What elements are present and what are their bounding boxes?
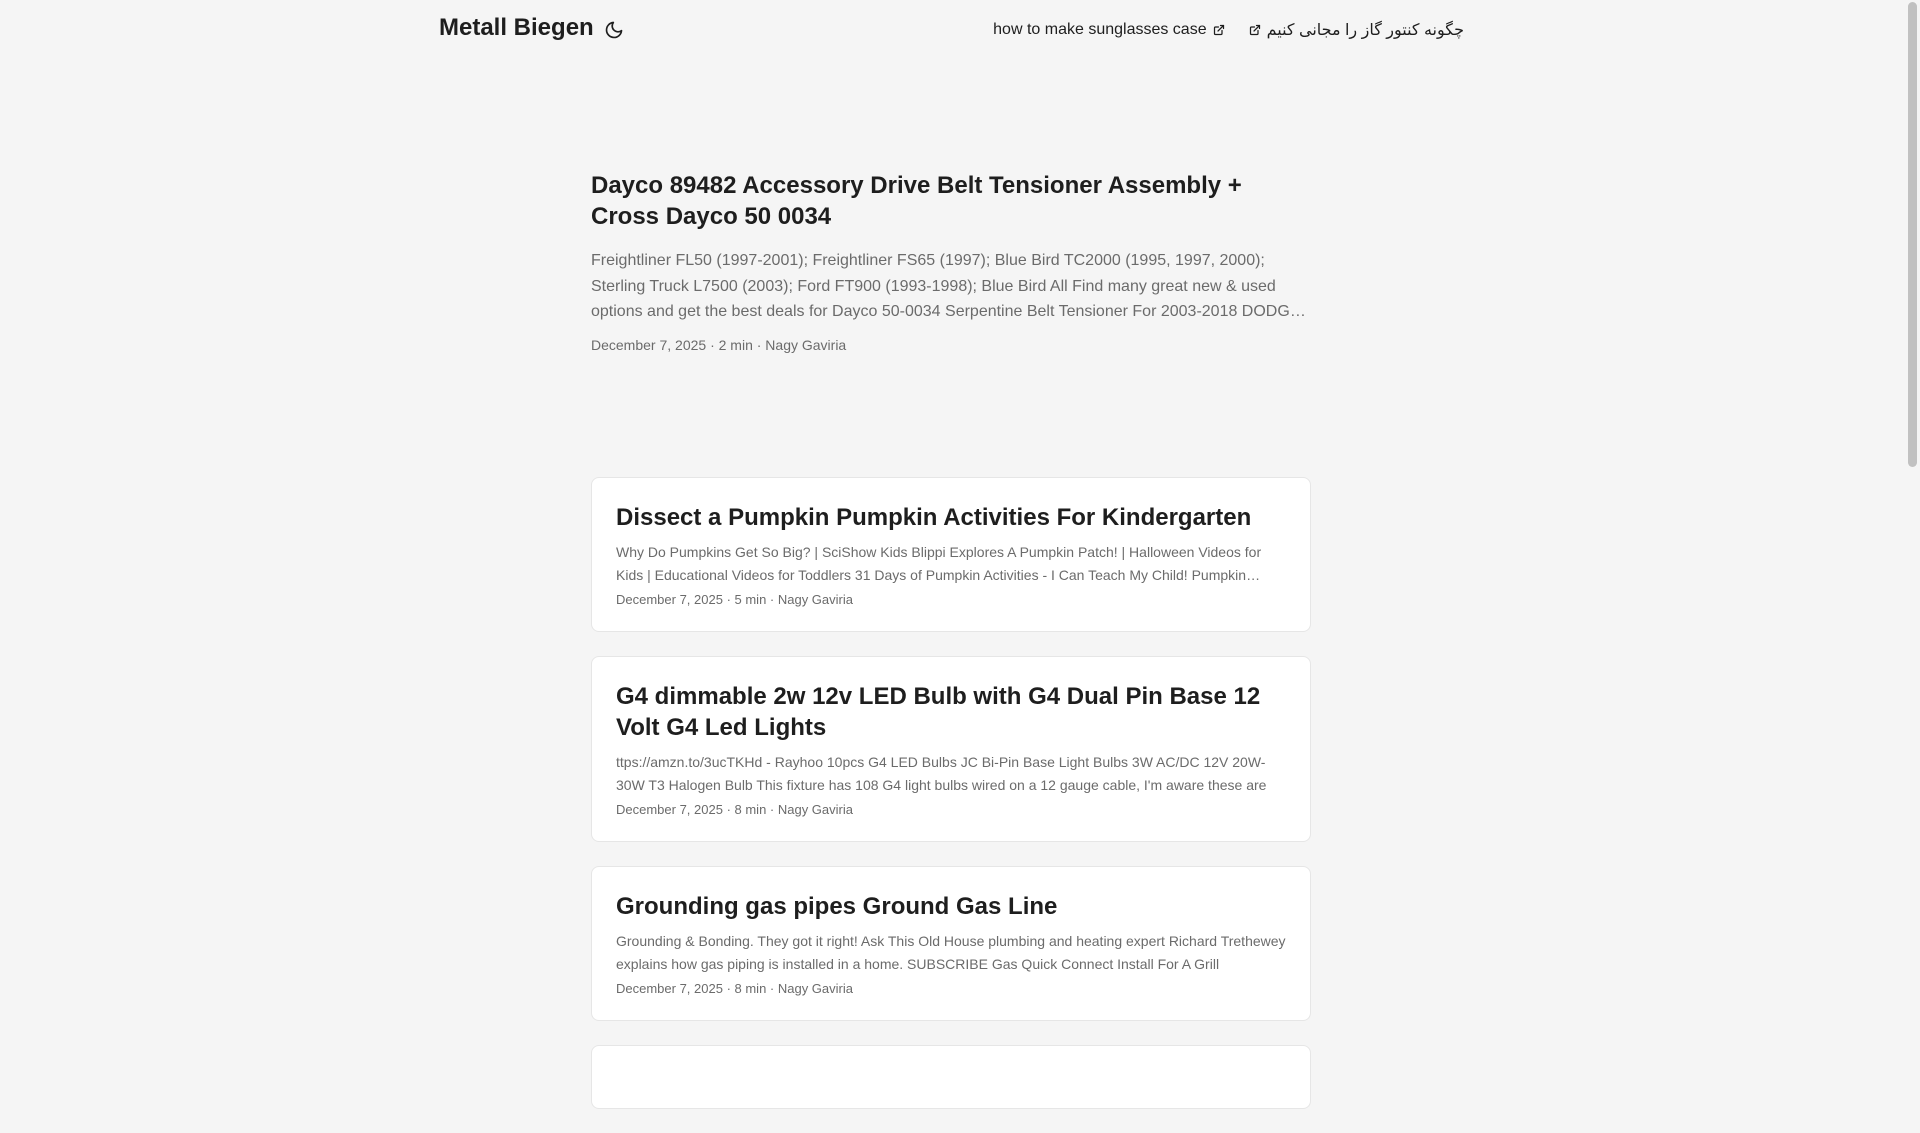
post-title: Dissect a Pumpkin Pumpkin Activities For Kindergarten	[616, 504, 1252, 531]
site-logo[interactable]: Metall Biegen	[439, 14, 594, 41]
post-title: Grounding gas pipes Ground Gas Line	[616, 893, 1058, 920]
hero-post	[591, 170, 1311, 353]
post-title: G4 dimmable 2w 12v LED Bulb with G4 Dual Pin Base 12 Volt G4 Led Lights	[616, 683, 1261, 741]
scrollbar[interactable]	[1905, 0, 1920, 1080]
post-card[interactable]	[591, 477, 1311, 632]
hero-meta: December 7, 2025 · 2 min · Nagy Gaviria	[591, 336, 847, 353]
menu-item-sunglasses-case[interactable]	[993, 21, 1224, 39]
menu-item-gas-meter[interactable]	[1249, 20, 1464, 40]
hero-summary: Freightliner FL50 (1997-2001); Freightliner FS65 (1997); Blue Bird TC2000 (1995, 1997, 2000); Sterling Truck L7500 (2003); Ford FT900 (1993-1998); Blue Bird All Find many great new & used options and get the best deals for Dayco 50-0034 Serpentine Belt Tensioner For 2003-2018 DODGE	[591, 252, 1301, 320]
hero-title[interactable]: Dayco 89482 Accessory Drive Belt Tensioner Assembly + Cross Dayco 50 0034	[591, 172, 1242, 230]
external-link-icon	[1249, 24, 1261, 36]
menu-item-label: how to make sunglasses case	[993, 21, 1207, 38]
site-header	[0, 0, 1905, 60]
post-card[interactable]	[591, 656, 1311, 842]
scrollbar-thumb[interactable]	[1908, 2, 1917, 467]
menu-item-label: چگونه کنتور گاز را مجانی کنیم	[1266, 22, 1464, 39]
post-meta: December 7, 2025 · 8 min · Nagy Gaviria	[616, 981, 853, 996]
post-card[interactable]	[591, 866, 1311, 1021]
post-meta: December 7, 2025 · 8 min · Nagy Gaviria	[616, 802, 853, 817]
post-summary: Why Do Pumpkins Get So Big? | SciShow Kids Blippi Explores A Pumpkin Patch! | Halloween Videos for Kids | Educational Videos for Toddlers 31 Days of Pumpkin Activities - I Can Teach My Child! Pumpkin	[616, 544, 1262, 583]
post-card[interactable]	[591, 1045, 1311, 1109]
post-meta: December 7, 2025 · 5 min · Nagy Gaviria	[616, 592, 853, 607]
post-summary: Grounding & Bonding. They got it right! Ask This Old House plumbing and heating expert Richard Trethewey explains how gas piping is installed in a home. SUBSCRIBE Gas Quick Connect Install For A Grill	[616, 933, 1286, 972]
post-summary: ttps://amzn.to/3ucTKHd - Rayhoo 10pcs G4 LED Bulbs JC Bi-Pin Base Light Bulbs 3W AC/DC 12V 20W-30W T3 Halogen Bulb This fixture has 108 G4 light bulbs wired on a 12 gauge cable, I'm aware these are	[616, 754, 1267, 793]
post-list	[591, 477, 1311, 1133]
moon-icon[interactable]	[604, 20, 624, 40]
main-menu	[993, 20, 1464, 40]
external-link-icon	[1213, 24, 1225, 36]
